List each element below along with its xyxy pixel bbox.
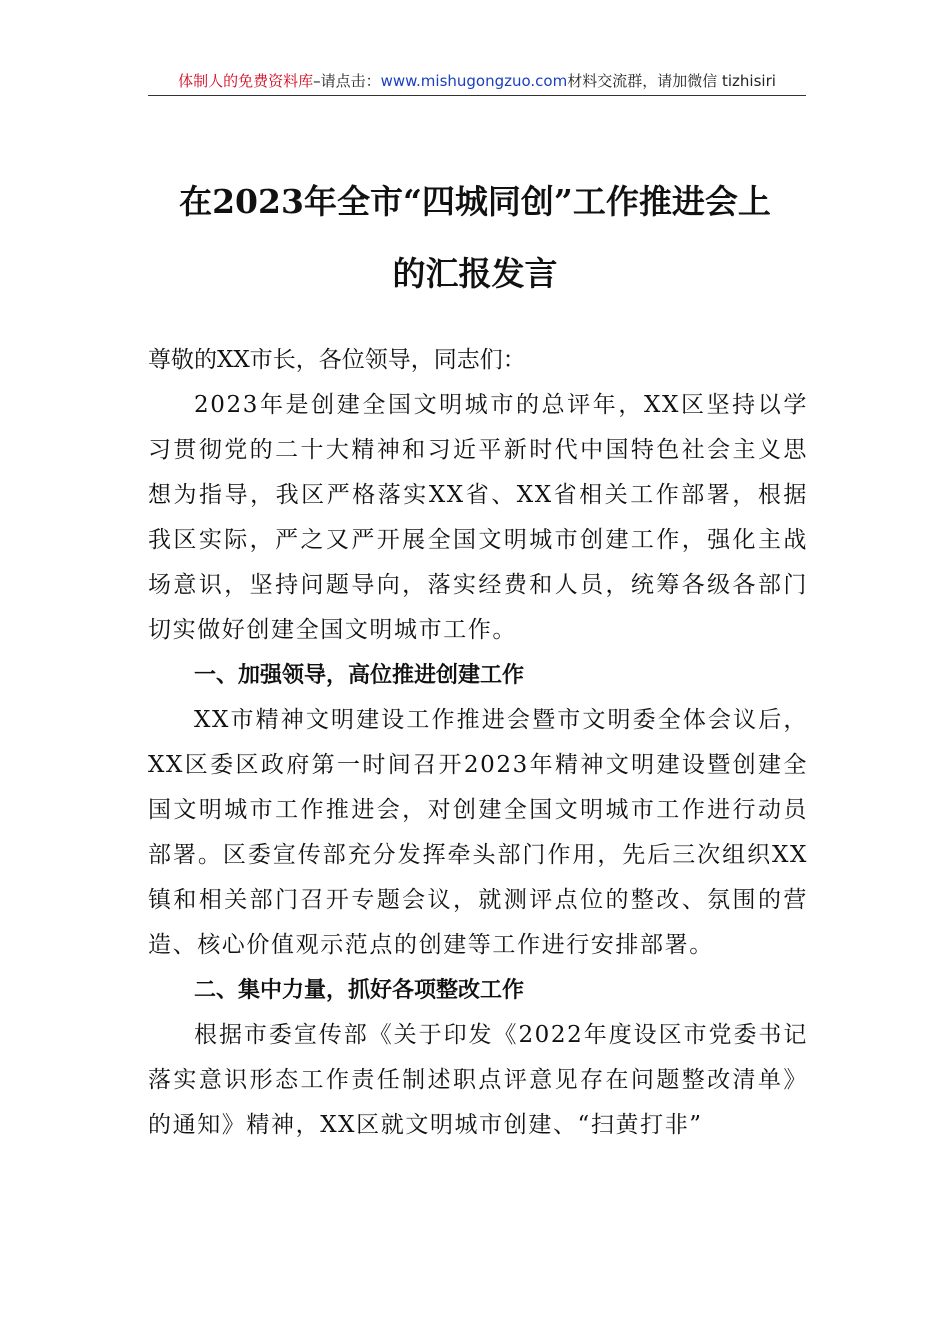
- section-heading-1: 一、加强领导，高位推进创建工作: [194, 663, 525, 688]
- document-title-line-2: 的汇报发言: [392, 254, 558, 293]
- header-website-link[interactable]: www.mishugongzuo.com: [380, 72, 568, 90]
- header-wechat-note: 材料交流群，请加微信 tizhisiri: [567, 72, 776, 90]
- header-banner: [148, 70, 806, 92]
- document-body: [148, 338, 808, 1148]
- paragraph-section-2: 根据市委宣传部《关于印发《2022年度设区市党委书记落实意识形态工作责任制述职点评意见存在问题整改清单》的通知》精神，XX区就文明城市创建、“扫黄打非”: [148, 1022, 808, 1138]
- header-resource-label: 体制人的免费资料库: [178, 72, 314, 90]
- salutation: 尊敬的XX市长，各位领导，同志们：: [148, 347, 526, 373]
- document-title-line-1: 在2023年全市“四城同创”工作推进会上: [179, 182, 771, 221]
- header-click-prompt: –请点击：: [313, 72, 381, 90]
- section-heading-2: 二、集中力量，抓好各项整改工作: [194, 978, 525, 1003]
- header-divider: [148, 95, 806, 96]
- paragraph-section-1: XX市精神文明建设工作推进会暨市文明委全体会议后，XX区委区政府第一时间召开2023年精神文明建设暨创建全国文明城市工作推进会，对创建全国文明城市工作进行动员部署。区委宣传部充分发挥牵头部门作用，先后三次组织XX镇和相关部门召开专题会议，就测评点位的整改、氛围的营造、核心价值观示范点的创建等工作进行安排部署。: [148, 707, 808, 958]
- paragraph-intro: 2023年是创建全国文明城市的总评年，XX区坚持以学习贯彻党的二十大精神和习近平新时代中国特色社会主义思想为指导，我区严格落实XX省、XX省相关工作部署，根据我区实际，严之又严开展全国文明城市创建工作，强化主战场意识，坚持问题导向，落实经费和人员，统筹各级各部门切实做好创建全国文明城市工作。: [148, 392, 808, 643]
